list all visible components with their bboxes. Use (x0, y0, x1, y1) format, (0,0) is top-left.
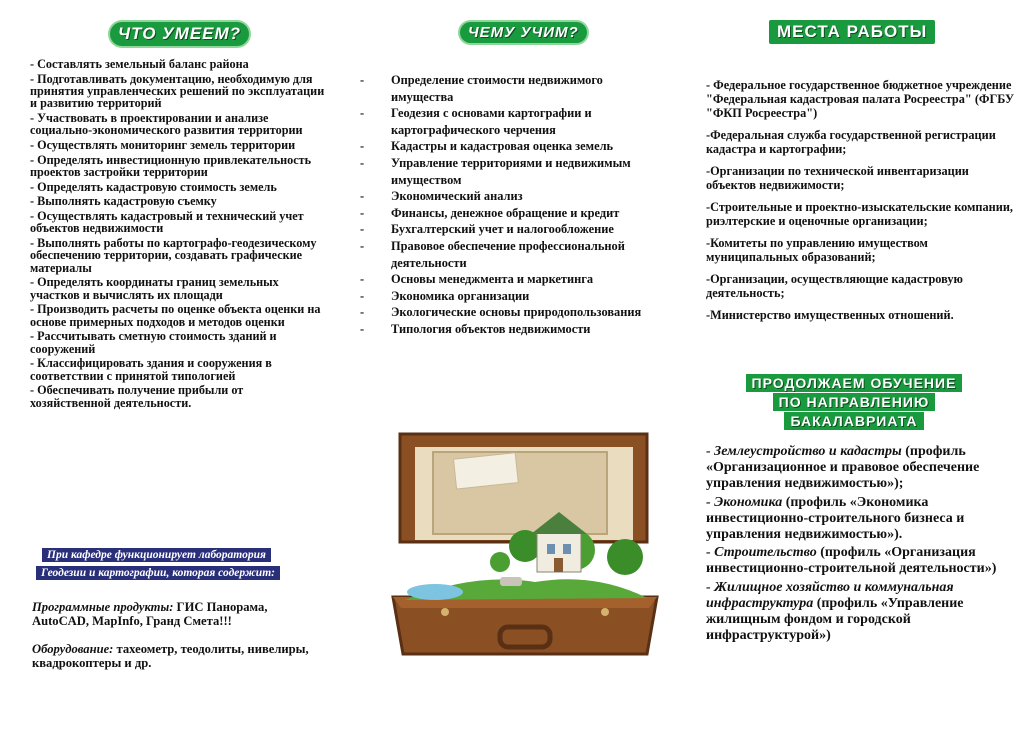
heading-subjects: ЧЕМУ УЧИМ? (460, 22, 587, 43)
list-dash: - (360, 321, 365, 336)
program-profile: (профиль «Экономика инвестиционно-строительного бизнеса и управления недвижимостью»). (706, 494, 965, 543)
program-name: - Жилищное хозяйство и коммунальная инфраструктура (706, 579, 954, 611)
list-item: -Комитеты по управлению имуществом муниципальных образований; (706, 235, 928, 265)
list-dash: - (360, 238, 365, 253)
equipment-label: Оборудование: (32, 642, 114, 656)
list-item: - Осуществлять кадастровый и технический учет объектов недвижимости (30, 208, 304, 236)
list-item-text: Определение стоимости недвижимого имущества (391, 73, 603, 104)
list-dash: - (360, 189, 365, 204)
program-profile: (профиль «Организационное и правовое обеспечение управления недвижимостью»); (706, 444, 980, 492)
column-skills (0, 0, 340, 729)
software-value: ГИС Панорама, AutoCAD, MapInfo, Гранд Смета!!! (32, 600, 268, 629)
programs-list (706, 444, 1011, 646)
software-label: Программные продукты: (32, 600, 174, 614)
heading-jobs: МЕСТА РАБОТЫ (769, 20, 935, 44)
list-item: - Определять координаты границ земельных участков и вычислять их площади (30, 275, 279, 302)
list-item-text: Финансы, денежное обращение и кредит (391, 205, 620, 220)
subjects-list (360, 72, 665, 338)
list-dash: - (360, 222, 365, 237)
list-item: - Обеспечивать получение прибыли от хозяйственной деятельности. (30, 383, 244, 410)
list-item: - Классифицировать здания и сооружения в соответствии с принятой типологией (30, 356, 272, 383)
list-item (360, 205, 665, 222)
list-item: -Федеральная служба государственной регистрации кадастра и картографии; (706, 128, 996, 157)
list-item: - Подготавливать документацию, необходимую для принятия управленческих решений по эксплуатации и развитию территорий (30, 71, 325, 111)
list-item (706, 444, 1011, 493)
list-item (360, 138, 665, 155)
list-item (360, 288, 665, 305)
list-item (360, 321, 665, 338)
list-dash: - (360, 288, 365, 303)
list-item: - Выполнять работы по картографо-геодезическому обеспечению территории, создавать графические материалы (30, 235, 317, 275)
list-dash: - (360, 272, 365, 287)
list-item (360, 155, 665, 188)
list-item-text: Типология объектов недвижимости (391, 321, 591, 336)
lab-banner-line2: Геодезии и картографии, которая содержит: (36, 566, 280, 580)
list-item: -Организации по технической инвентаризации объектов недвижимости; (706, 164, 969, 193)
list-item: - Производить расчеты по оценке объекта оценки на основе примерных подходов и методов оценки (30, 302, 321, 329)
continue-study-banner (735, 374, 973, 431)
list-dash: - (360, 139, 365, 154)
list-item: - Осуществлять мониторинг земель территории (30, 138, 296, 152)
list-dash: - (360, 106, 365, 121)
list-dash: - (360, 305, 365, 320)
continue-line2: ПО НАПРАВЛЕНИЮ (773, 393, 936, 411)
program-profile: (профиль «Организация инвестиционно-строительной деятельности») (706, 545, 997, 577)
heading-skills: ЧТО УМЕЕМ? (110, 22, 249, 46)
list-dash: - (360, 155, 365, 170)
list-item-text: Экономика организации (391, 288, 530, 303)
list-item: - Рассчитывать сметную стоимость зданий и сооружений (30, 329, 277, 356)
equipment-paragraph (32, 642, 327, 671)
lab-banner-line1: При кафедре функционирует лаборатория (42, 548, 271, 562)
list-item-text: Правовое обеспечение профессиональной деятельности (391, 238, 625, 270)
list-item: -Организации, осуществляющие кадастровую деятельность; (706, 271, 963, 300)
list-item (360, 105, 665, 138)
program-name: - Экономика (706, 494, 783, 510)
program-name: - Строительство (706, 545, 817, 561)
continue-line1: ПРОДОЛЖАЕМ ОБУЧЕНИЕ (746, 374, 963, 392)
list-item (360, 188, 665, 205)
list-item: - Выполнять кадастровую съемку (30, 194, 217, 209)
list-item: - Участвовать в проектировании и анализе социально-экономического развития территории (30, 111, 303, 138)
list-item-text: Экологические основы природопользования (391, 305, 642, 320)
list-item: - Федеральное государственное бюджетное учреждение "Федеральная кадастровая палата Росреестра" (ФГБУ "ФКП Росреестра") (706, 78, 1015, 121)
list-item (360, 271, 665, 288)
list-item: - Определять инвестиционную привлекательность проектов застройки территории (30, 152, 312, 179)
list-item (706, 545, 1011, 577)
list-item-text: Основы менеджмента и маркетинга (391, 272, 594, 287)
list-item (706, 580, 1011, 645)
list-item: -Строительные и проектно-изыскательские компании, риэлтерские и оценочные организации; (706, 199, 1013, 229)
list-item (360, 72, 665, 105)
program-profile: (профиль «Управление жилищным фондом и городской инфраструктурой») (706, 595, 964, 644)
list-item: - Определять кадастровую стоимость земель (30, 179, 277, 194)
suitcase-with-house-icon (385, 422, 665, 662)
program-name: - Землеустройство и кадастры (706, 444, 902, 459)
equipment-value: тахеометр, теодолиты, нивелиры, квадрокоптеры и др. (32, 642, 309, 671)
list-item-text: Бухгалтерский учет и налогообложение (391, 222, 614, 237)
jobs-list (706, 78, 1016, 329)
list-dash: - (360, 205, 365, 220)
list-item-text: Кадастры и кадастровая оценка земель (391, 139, 614, 154)
continue-line3: БАКАЛАВРИАТА (784, 412, 923, 430)
list-item-text: Экономический анализ (391, 189, 523, 204)
list-item (360, 304, 665, 321)
skills-list (30, 58, 325, 411)
list-item: - Составлять земельный баланс района (30, 57, 249, 71)
list-item (360, 221, 665, 238)
list-item: -Министерство имущественных отношений. (706, 307, 954, 322)
software-paragraph (32, 600, 327, 629)
list-dash: - (360, 73, 365, 87)
list-item (360, 238, 665, 271)
column-jobs (685, 0, 1024, 729)
list-item-text: Управление территориями и недвижимым имуществом (391, 155, 631, 187)
list-item (706, 495, 1011, 544)
list-item-text: Геодезия с основами картографии и картографического черчения (391, 106, 592, 137)
